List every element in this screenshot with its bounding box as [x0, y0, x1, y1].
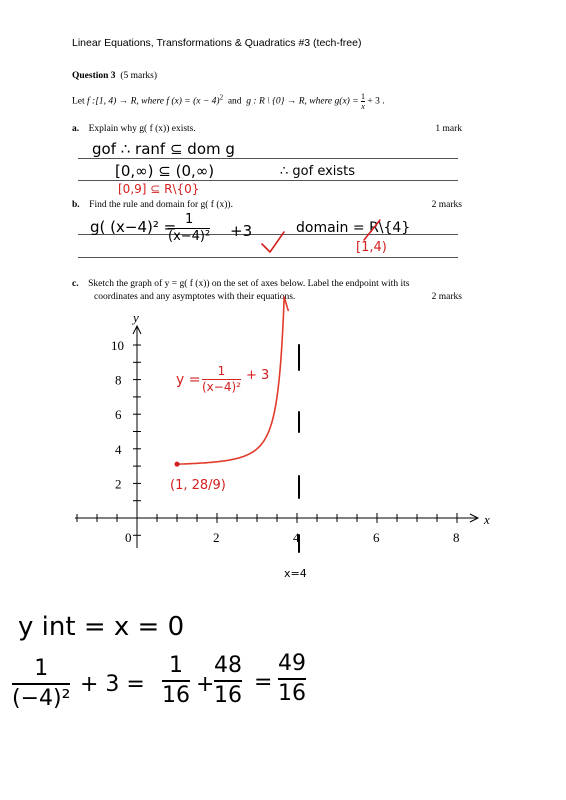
intro-prefix: Let — [72, 96, 85, 107]
question-marks: (5 marks) — [120, 71, 157, 81]
calc-lhs-den: (−4)² — [12, 686, 71, 711]
handwritten-b-lhs: g( (x−4)² = — [90, 218, 177, 236]
part-a-text: Explain why g( f (x)) exists. — [88, 124, 196, 134]
strikeout-mark — [364, 220, 380, 240]
part-b-marks: 2 marks — [431, 200, 462, 210]
calc-equals: = — [254, 670, 273, 695]
x-tick-label: 6 — [373, 530, 380, 545]
y-tick-label: 4 — [115, 441, 122, 457]
page-header: Linear Equations, Transformations & Quadratics #3 (tech-free) — [72, 37, 362, 49]
graph-equation-lhs: y = — [176, 372, 201, 388]
intro-end: + 3 . — [367, 96, 385, 107]
intro-exponent: 2 — [219, 93, 224, 102]
y-tick-label: 2 — [115, 476, 122, 492]
part-b-label: b. — [72, 200, 80, 210]
part-c-label: c. — [72, 279, 79, 289]
part-b-text: Find the rule and domain for g( f (x)). — [89, 200, 233, 210]
handwritten-b-frac-den: (x−4)² — [168, 229, 211, 244]
graph-eq-num: 1 — [202, 364, 241, 380]
intro-and: and — [227, 96, 242, 107]
x-tick-label: 2 — [213, 530, 220, 545]
intro-frac-num: 1 — [360, 92, 365, 101]
handwritten-a-line2: [0,∞) ⊆ (0,∞) — [115, 162, 215, 180]
calc-f2-den: 16 — [214, 683, 242, 708]
graph-eq-den: (x−4)² — [202, 380, 241, 394]
handwritten-a-conclusion: ∴ gof exists — [280, 164, 356, 179]
x-tick-label: 4 — [293, 530, 300, 545]
graph-endpoint-label: (1, 28/9) — [170, 478, 226, 493]
part-a-label: a. — [72, 124, 80, 134]
calc-fraction-2 — [214, 652, 242, 710]
tick-mark — [262, 232, 284, 252]
graph-equation-plus: + 3 — [246, 368, 270, 383]
part-a-marks: 1 mark — [435, 124, 462, 134]
intro-g-definition: g : R \ {0} → R, where g(x) = — [246, 96, 359, 107]
part-c-text: Sketch the graph of y = g( f (x)) on the set of axes below. Label the endpoint with its — [88, 279, 410, 289]
graph-equation-fraction — [202, 364, 241, 395]
calc-lhs-fraction — [12, 655, 70, 713]
endpoint-dot — [175, 462, 180, 467]
handwritten-b-red-correction: [1,4) — [356, 240, 387, 255]
handwritten-b-domain: domain = R\{4} — [296, 220, 411, 236]
handwritten-b-frac-num: 1 — [168, 212, 210, 229]
intro-frac-den: x — [361, 102, 365, 111]
calc-f1-den: 16 — [162, 683, 190, 708]
handwritten-a-red-note: [0,9] ⊆ R\{0} — [118, 182, 200, 196]
intro-f-definition: f :[1, 4) → R, where f (x) = (x − 4) — [87, 96, 220, 107]
calc-fraction-3 — [278, 650, 306, 708]
calc-lhs-num: 1 — [12, 655, 70, 685]
question-title: Question 3 — [72, 71, 116, 81]
handwritten-y-intercept: y int = x = 0 — [18, 612, 185, 642]
x-tick-label: 8 — [453, 530, 460, 545]
part-c-prompt-line2: coordinates and any asymptotes with their equations. — [94, 292, 296, 302]
calc-f2-num: 48 — [214, 652, 242, 682]
part-c-marks: 2 marks — [431, 292, 462, 302]
calc-fraction-1 — [162, 652, 190, 710]
asymptote-label: x=4 — [284, 567, 307, 580]
calc-f3-den: 16 — [278, 681, 306, 706]
y-axis-label: y — [133, 310, 139, 325]
calc-f1-num: 1 — [162, 652, 190, 682]
calc-f3-num: 49 — [278, 650, 306, 680]
handwritten-b-plus: +3 — [230, 222, 253, 240]
handwritten-a-line1: gof ∴ ranf ⊆ dom g — [92, 140, 235, 158]
x-axis-label: x — [484, 512, 490, 527]
y-tick-label: 6 — [115, 407, 122, 423]
origin-label: 0 — [125, 530, 132, 545]
calc-mid: + 3 = — [80, 672, 145, 697]
calc-plus: + — [196, 672, 215, 697]
y-tick-label: 8 — [115, 372, 122, 388]
y-tick-label: 10 — [111, 338, 124, 353]
